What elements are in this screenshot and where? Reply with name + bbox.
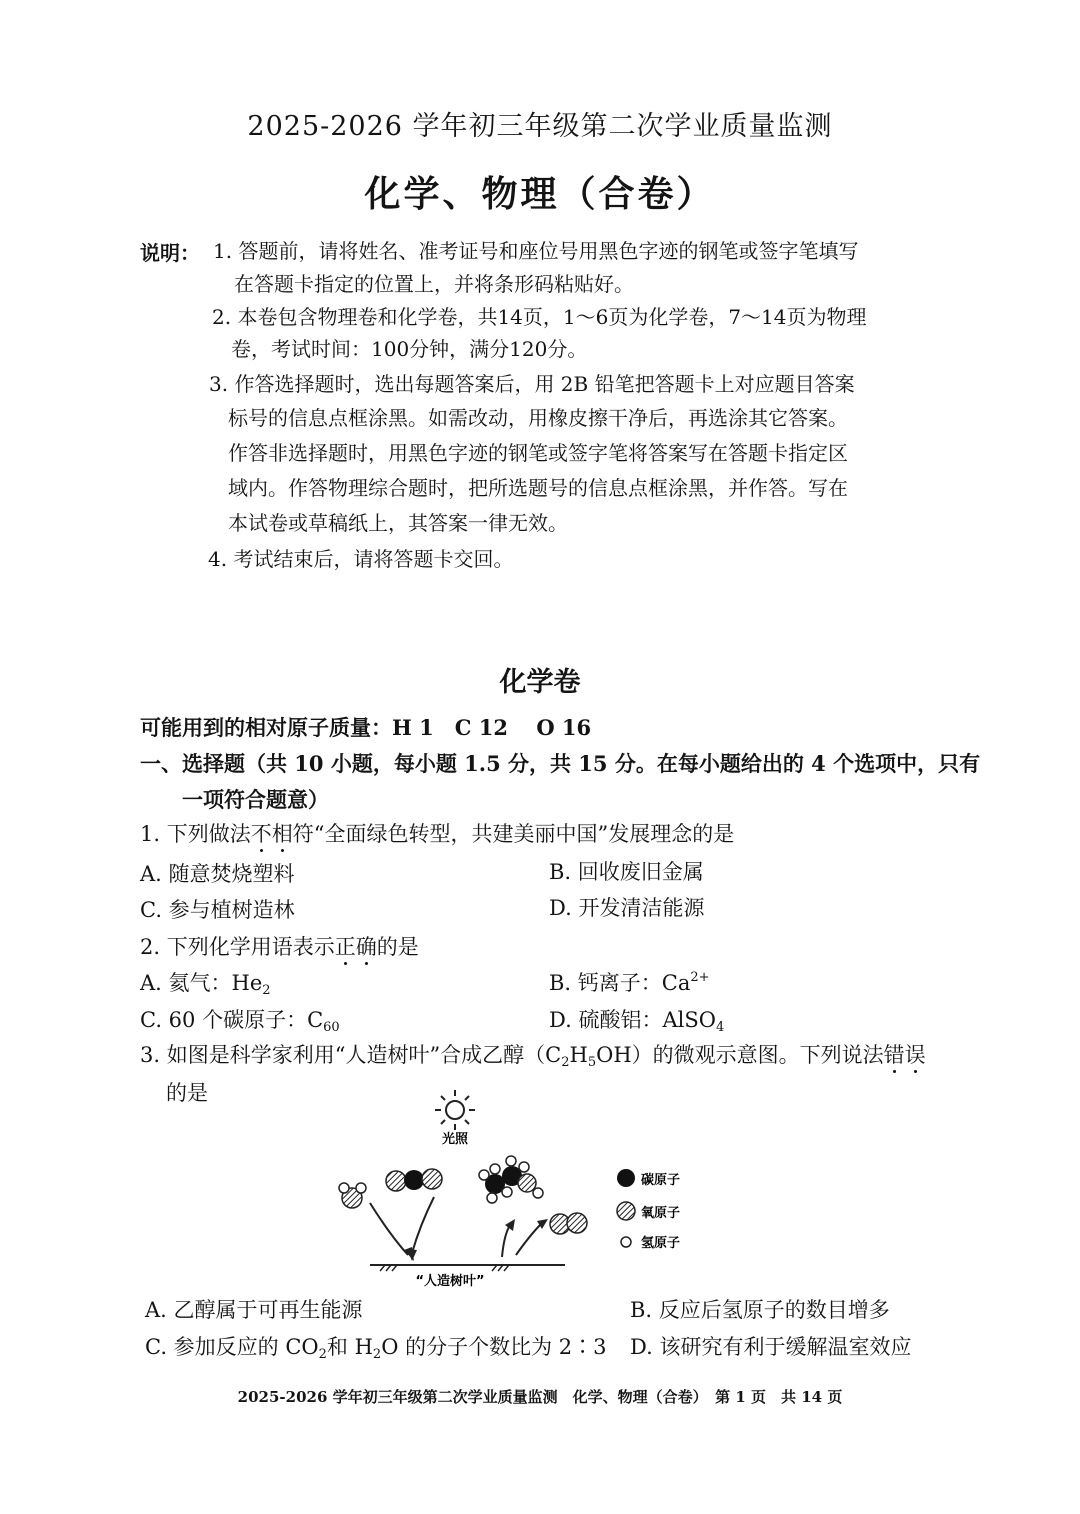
question-3-option-d: D. 该研究有利于缓解温室效应 xyxy=(630,1335,912,1359)
question-1-option-c: C. 参与植树造林 xyxy=(140,898,295,922)
question-1-option-b: B. 回收废旧金属 xyxy=(549,860,704,884)
question-3-option-b: B. 反应后氢原子的数目增多 xyxy=(630,1298,890,1322)
question-1-stem: 1. 下列做法不相符“全面绿色转型，共建美丽中国”发展理念的是 xyxy=(140,822,735,846)
part1-heading-line-2: 一项符合题意） xyxy=(182,787,329,812)
carbon-dioxide-molecule xyxy=(386,1169,442,1191)
question-1-option-d: D. 开发清洁能源 xyxy=(549,896,705,920)
section-title: 化学卷 xyxy=(499,667,581,698)
question-1-option-a: A. 随意焚烧塑料 xyxy=(140,862,295,886)
light-label: 光照 xyxy=(441,1132,469,1147)
note-4: 4. 考试结束后，请将答题卡交回。 xyxy=(208,547,514,571)
note-3-line-4: 域内。作答物理综合题时，把所选题号的信息点框涂黑，并作答。写在 xyxy=(228,476,848,500)
legend xyxy=(617,1169,680,1251)
legend-oxygen-label: 氧原子 xyxy=(641,1206,681,1221)
legend-carbon-swatch xyxy=(617,1169,635,1187)
note-3-line-1: 3. 作答选择题时，选出每题答案后，用 2B 铅笔把答题卡上对应题目答案 xyxy=(209,372,855,396)
notes-label: 说明： xyxy=(140,241,200,265)
exam-title: 2025-2026 学年初三年级第二次学业质量监测 xyxy=(247,111,833,142)
legend-oxygen-swatch xyxy=(617,1202,635,1220)
note-2-line-2: 卷，考试时间：100分钟，满分120分。 xyxy=(231,337,588,361)
oxygen-molecule xyxy=(550,1213,587,1234)
reaction-diagram xyxy=(320,1085,700,1295)
question-3-stem: 3. 如图是科学家利用“人造树叶”合成乙醇$(C_2H_5OH)$的微观示意图。下列说法错误 xyxy=(140,1043,926,1070)
reaction-arrows xyxy=(370,1197,542,1257)
question-2-option-c: C. 60 个碳原子：$C_{60}$ xyxy=(140,1008,340,1035)
part1-heading-line-1: 一、选择题（共 10 小题，每小题 1.5 分，共 15 分。在每小题给出的 4 个选项中，只有 xyxy=(140,751,981,776)
question-2-option-d: D. 硫酸铝：AlSO$_4$ xyxy=(549,1008,725,1035)
question-2-option-a: A. 氦气：$He_2$ xyxy=(140,971,271,998)
note-1-line-1: 1. 答题前，请将姓名、准考证号和座位号用黑色字迹的钢笔或签字笔填写 xyxy=(213,239,859,263)
sun-icon xyxy=(435,1090,475,1130)
legend-hydrogen-swatch xyxy=(621,1237,631,1247)
exam-subtitle: 化学、物理（合卷） xyxy=(364,173,716,215)
legend-hydrogen-label: 氢原子 xyxy=(641,1236,681,1251)
note-2-line-1: 2. 本卷包含物理卷和化学卷，共14页，1～6页为化学卷，7～14页为物理 xyxy=(212,305,867,329)
leaf-label: “人造树叶” xyxy=(415,1274,485,1289)
question-3-option-a: A. 乙醇属于可再生能源 xyxy=(145,1298,363,1322)
ethanol-molecule xyxy=(479,1156,543,1203)
legend-carbon-label: 碳原子 xyxy=(641,1173,681,1188)
atomic-mass-line: 可能用到的相对原子质量：H 1 C 12 O 16 xyxy=(140,715,592,740)
question-2-stem: 2. 下列化学用语表示正确的是 xyxy=(140,935,419,959)
note-3-line-2: 标号的信息点框涂黑。如需改动，用橡皮擦干净后，再选涂其它答案。 xyxy=(228,406,848,430)
question-3-option-c: C. 参加反应的 $CO_2$和 $H_2O$ 的分子个数比为 2∶3 xyxy=(145,1335,607,1362)
question-3-stem-line-2: 的是 xyxy=(166,1081,208,1105)
note-3-line-3: 作答非选择题时，用黑色字迹的钢笔或签字笔将答案写在答题卡指定区 xyxy=(228,441,848,465)
question-2-option-b: B. 钙离子：$Ca^{2+}$ xyxy=(549,970,710,995)
note-3-line-5: 本试卷或草稿纸上，其答案一律无效。 xyxy=(228,511,568,535)
note-1-line-2: 在答题卡指定的位置上，并将条形码粘贴好。 xyxy=(234,272,634,296)
page-footer: 2025-2026 学年初三年级第二次学业质量监测 化学、物理（合卷） 第 1 页 共 14 页 xyxy=(237,1388,843,1406)
water-molecule xyxy=(339,1183,366,1208)
